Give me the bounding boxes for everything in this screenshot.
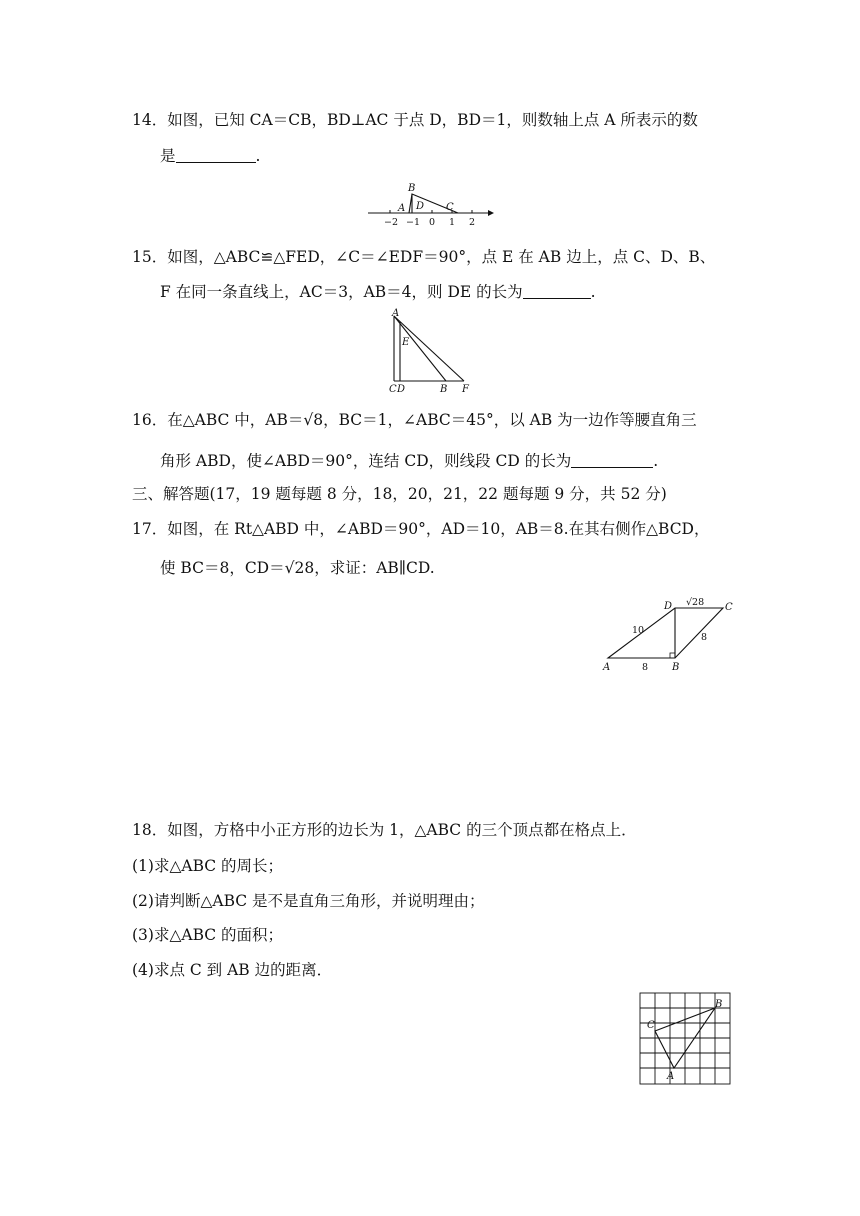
section-heading: 三、解答题(17，19 题每题 8 分，18，20，21，22 题每题 9 分，共 52 分) <box>132 485 667 503</box>
tick-label-2: 2 <box>469 217 476 228</box>
axis-arrow <box>488 210 494 216</box>
label-F: F <box>462 384 469 395</box>
q17-line1: 17．如图，在 Rt△ABD 中，∠ABD＝90°，AD＝10，AB＝8.在其右侧作△BCD， <box>132 520 710 538</box>
q14-line1: 14．如图，已知 CA＝CB，BD⊥AC 于点 D，BD＝1，则数轴上点 A 所表示的数 <box>132 111 698 129</box>
label-C: C <box>446 202 454 213</box>
label-C: C <box>647 1020 655 1031</box>
q16-line1: 16．在△ABC 中，AB＝√8，BC＝1，∠ABC＝45°，以 AB 为一边作等腰直角三 <box>132 411 697 429</box>
right-angle-mark <box>670 653 675 658</box>
q15-line2-text: F 在同一条直线上，AC＝3，AB＝4，则 DE 的长为 <box>160 283 523 301</box>
q18-sub4: (4)求点 C 到 AB 边的距离． <box>132 961 333 979</box>
q18-sub1: (1)求△ABC 的周长； <box>132 857 284 875</box>
q18-figure <box>636 989 736 1089</box>
answer-blank <box>176 146 256 163</box>
label-B: B <box>408 183 416 194</box>
label-E: E <box>402 337 410 348</box>
q15-figure <box>380 306 480 396</box>
answer-blank <box>571 451 653 468</box>
label-D: D <box>416 201 425 212</box>
q15-line1: 15．如图，△ABC≌△FED，∠C＝∠EDF＝90°，点 E 在 AB 边上，点 C、D、B、 <box>132 248 716 266</box>
answer-blank <box>523 282 591 299</box>
label-A: A <box>667 1071 675 1082</box>
tick-label-minus1: −1 <box>406 217 421 228</box>
q16-line2-end: . <box>653 452 659 470</box>
tick-label-minus2: −2 <box>384 217 399 228</box>
q16-line2-text: 角形 ABD，使∠ABD＝90°，连结 CD，则线段 CD 的长为 <box>160 452 572 470</box>
q15-line2 <box>160 281 596 303</box>
q17-figure <box>600 594 740 678</box>
label-C: C <box>725 602 733 613</box>
triangles-abc-fed <box>394 316 464 381</box>
tick-label-0: 0 <box>429 217 436 228</box>
q18-sub2: (2)请判断△ABC 是不是直角三角形，并说明理由； <box>132 892 485 910</box>
q16-line2 <box>160 450 658 472</box>
label-D: D <box>397 384 406 395</box>
length-DC: √28 <box>686 597 705 608</box>
q14-figure <box>360 180 500 230</box>
length-AB: 8 <box>642 662 649 673</box>
label-B: B <box>672 662 680 673</box>
label-B: B <box>440 384 448 395</box>
length-BC: 8 <box>701 632 708 643</box>
q17-line2: 使 BC＝8，CD＝√28，求证：AB∥CD. <box>160 559 435 577</box>
length-AD: 10 <box>632 625 645 636</box>
q15-line2-end: . <box>590 283 596 301</box>
q14-line2-end: . <box>255 147 261 165</box>
label-D: D <box>664 601 673 612</box>
label-C: C <box>389 384 397 395</box>
q14-line2 <box>160 145 260 167</box>
q18-line1: 18．如图，方格中小正方形的边长为 1，△ABC 的三个顶点都在格点上． <box>132 821 637 839</box>
q18-sub3: (3)求△ABC 的面积； <box>132 926 284 944</box>
label-A: A <box>603 662 611 673</box>
q14-line2-text: 是 <box>160 147 176 165</box>
label-A: A <box>398 203 406 214</box>
label-A: A <box>392 308 400 319</box>
label-B: B <box>715 999 723 1010</box>
tick-label-1: 1 <box>449 217 456 228</box>
